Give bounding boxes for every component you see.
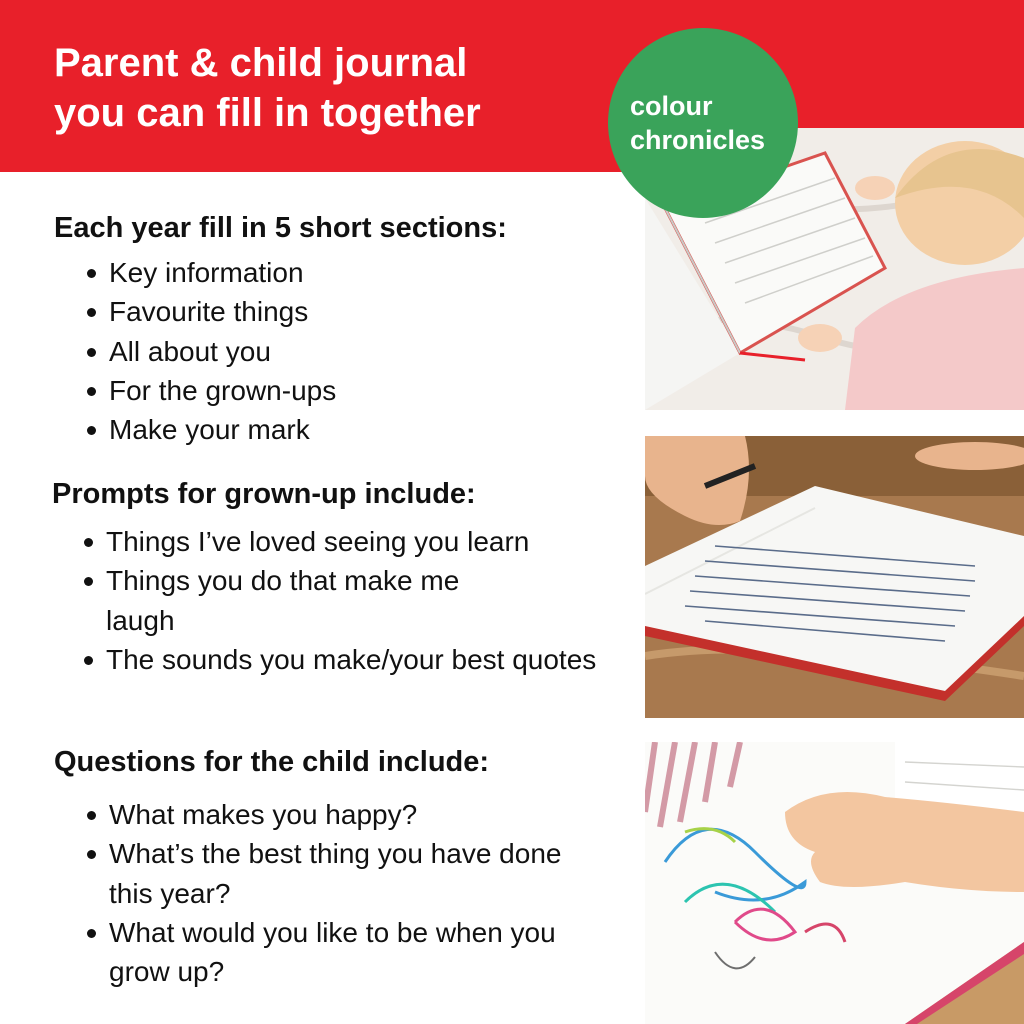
child-questions-section bbox=[0, 744, 640, 991]
list-item: Things you do that make me laugh bbox=[82, 561, 486, 640]
bullet-list bbox=[85, 795, 595, 991]
section-heading: Questions for the child include: bbox=[54, 746, 490, 778]
photo-hand-writing bbox=[645, 436, 1024, 718]
list-item: Favourite things bbox=[85, 292, 640, 331]
bullet-list bbox=[85, 253, 640, 449]
badge-line-2: chronicles bbox=[630, 125, 766, 155]
title-line-1: Parent & child journal bbox=[54, 41, 468, 85]
list-item: Key information bbox=[85, 253, 640, 292]
page-title bbox=[54, 38, 481, 138]
list-item: For the grown-ups bbox=[85, 371, 640, 410]
sections-list-section bbox=[0, 210, 640, 449]
badge-line-1: colour bbox=[630, 91, 713, 121]
photo-child-drawing bbox=[645, 742, 1024, 1024]
list-item: Make your mark bbox=[85, 410, 640, 449]
list-item: What would you like to be when you grow up? bbox=[85, 913, 595, 992]
bullet-list bbox=[82, 522, 612, 679]
section-heading: Each year fill in 5 short sections: bbox=[54, 212, 507, 244]
list-item: Things I’ve loved seeing you learn bbox=[82, 522, 612, 561]
brand-badge bbox=[608, 28, 798, 218]
grown-up-prompts-section bbox=[0, 476, 640, 679]
list-item: All about you bbox=[85, 332, 640, 371]
section-heading: Prompts for grown-up include: bbox=[52, 478, 476, 510]
list-item: What’s the best thing you have done this year? bbox=[85, 834, 595, 913]
list-item: The sounds you make/your best quotes bbox=[82, 640, 612, 679]
list-item: What makes you happy? bbox=[85, 795, 595, 834]
title-line-2: you can fill in together bbox=[54, 91, 481, 135]
